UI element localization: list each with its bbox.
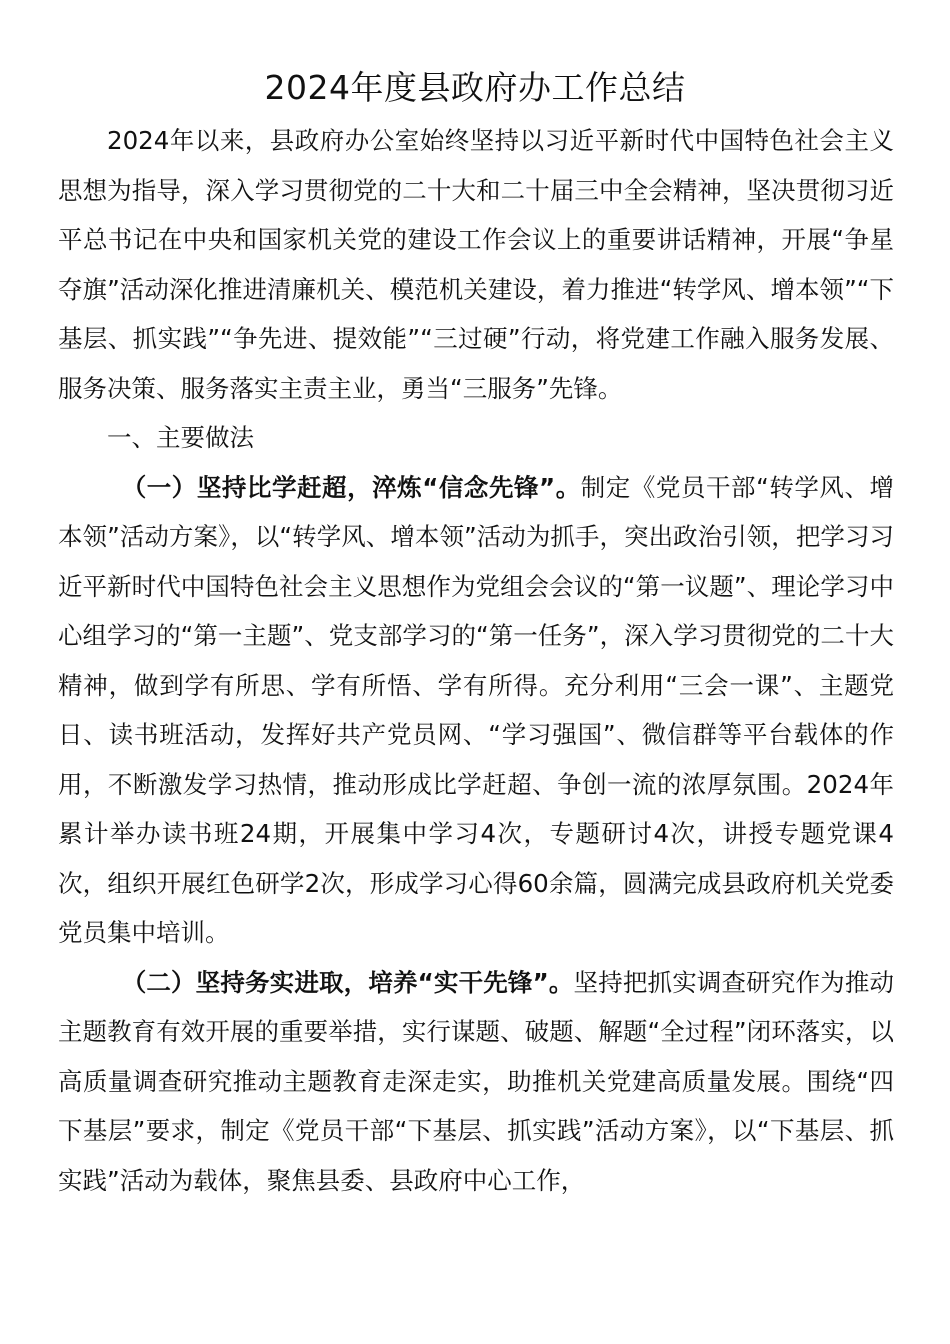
item-2-heading: （二）坚持务实进取，培养“实干先锋”。 bbox=[121, 967, 574, 997]
item-1-heading: （一）坚持比学赶超，淬炼“信念先锋”。 bbox=[121, 472, 581, 502]
item-1-paragraph bbox=[58, 463, 894, 958]
document-body bbox=[58, 116, 894, 1205]
intro-paragraph: 2024年以来，县政府办公室始终坚持以习近平新时代中国特色社会主义思想为指导，深入学习贯彻党的二十大和二十届三中全会精神，坚决贯彻习近平总书记在中央和国家机关党的建设工作会议上的重要讲话精神，开展“争星夺旗”活动深化推进清廉机关、模范机关建设，着力推进“转学风、增本领”“下基层、抓实践”“争先进、提效能”“三过硬”行动，将党建工作融入服务发展、服务决策、服务落实主责主业，勇当“三服务”先锋。 bbox=[58, 126, 894, 403]
item-1-text: 制定《党员干部“转学风、增本领”活动方案》，以“转学风、增本领”活动为抓手，突出政治引领，把学习习近平新时代中国特色社会主义思想作为党组会会议的“第一议题”、理论学习中心组学习的“第一主题”、党支部学习的“第一任务”，深入学习贯彻党的二十大精神，做到学有所思、学有所悟、学有所得。充分利用“三会一课”、主题党日、读书班活动，发挥好共产党员网、“学习强国”、微信群等平台载体的作用，不断激发学习热情，推动形成比学赶超、争创一流的浓厚氛围。2024年累计举办读书班24期，开展集中学习4次，专题研讨4次，讲授专题党课4次，组织开展红色研学2次，形成学习心得60余篇，圆满完成县政府机关党委党员集中培训。 bbox=[58, 472, 895, 947]
section-heading-main-practices: 一、主要做法 bbox=[107, 423, 254, 452]
document-title: 2024年度县政府办工作总结 bbox=[264, 68, 686, 107]
item-2-paragraph bbox=[58, 958, 894, 1206]
item-2-text: 坚持把抓实调查研究作为推动主题教育有效开展的重要举措，实行谋题、破题、解题“全过程”闭环落实，以高质量调查研究推动主题教育走深走实，助推机关党建高质量发展。围绕“四下基层”要求，制定《党员干部“下基层、抓实践”活动方案》，以“下基层、抓实践”活动为载体，聚焦县委、县政府中心工作， bbox=[58, 967, 895, 1195]
